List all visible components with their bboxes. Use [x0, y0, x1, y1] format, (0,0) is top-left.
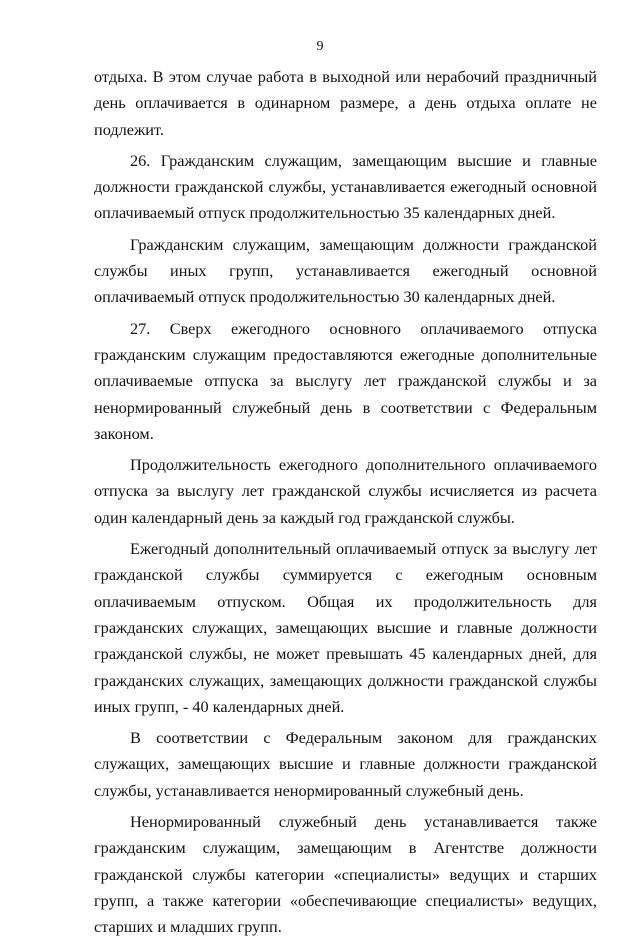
paragraph-seniority-leave-duration: Продолжительность ежегодного дополнительного оплачиваемого отпуска за выслугу лет гражданской службы исчисляется из расчета один календарный день за каждый год гражданской службы.	[94, 455, 597, 527]
paragraph-other-groups-leave: Гражданским служащим, замещающим должности гражданской службы иных групп, устанавливается ежегодный основной оплачиваемый отпуск продолжительностью 30 календарных дней.	[94, 234, 597, 307]
paragraph-continuation: отдыха. В этом случае работа в выходной или нерабочий праздничный день оплачивается в одинарном размере, а день отдыха оплате не подлежит.	[94, 67, 597, 139]
paragraph-irregular-day-law: В соответствии с Федеральным законом для гражданских служащих, замещающих высшие и главные должности гражданской службы, устанавливается ненормированный служебный день.	[94, 728, 597, 800]
document-body	[94, 64, 597, 941]
paragraph-leave-summation: Ежегодный дополнительный оплачиваемый отпуск за выслугу лет гражданской службы суммируется с ежегодным основным оплачиваемым отпуском. Общая их продолжительность для гражданских служащих, замещающих высшие и главные должности гражданской службы, не может превышать 45 календарных дней, для гражданских служащих, замещающих должности гражданской службы иных групп, - 40 календарных дней.	[94, 539, 597, 716]
page-number: 9	[316, 39, 324, 54]
paragraph-item-27: 27. Сверх ежегодного основного оплачиваемого отпуска гражданским служащим предоставляются ежегодные дополнительные оплачиваемые отпуска за выслугу лет гражданской службы и за ненормированный служебный день в соответствии с Федеральным законом.	[94, 318, 597, 443]
paragraph-item-26: 26. Гражданским служащим, замещающим высшие и главные должности гражданской службы, устанавливается ежегодный основной оплачиваемый отпуск продолжительностью 35 календарных дней.	[94, 150, 597, 223]
paragraph-irregular-day-also: Ненормированный служебный день устанавливается также гражданским служащим, замещающим в Агентстве должности гражданской службы категории «специалисты» ведущих и старших групп, а также категории «обеспечивающие специалисты» ведущих, старших и младших групп.	[94, 812, 597, 937]
